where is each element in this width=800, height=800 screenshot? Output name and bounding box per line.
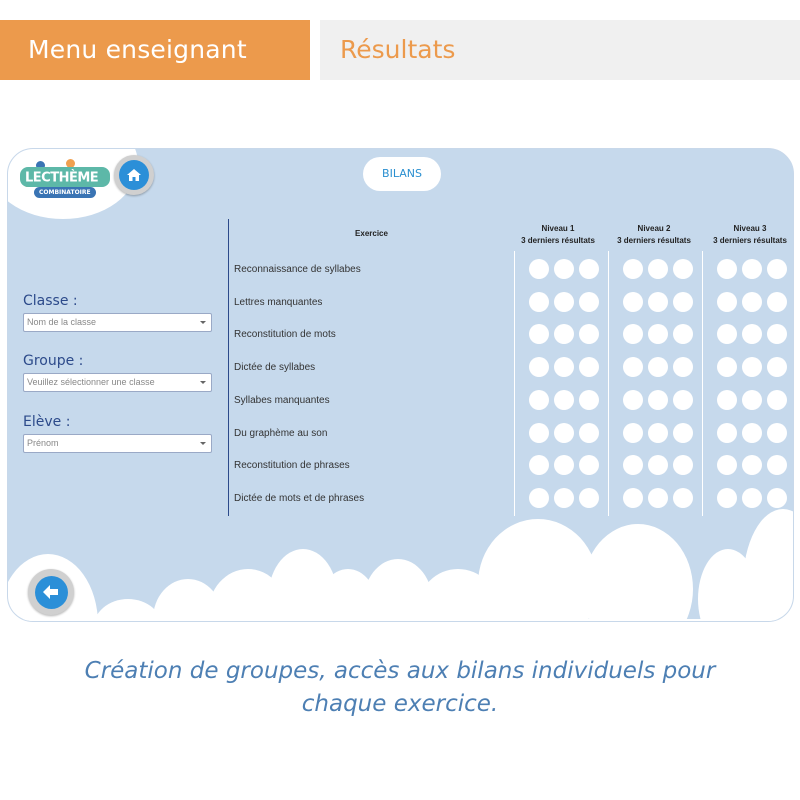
result-indicator-level-3 <box>767 324 787 344</box>
result-indicator-level-2 <box>623 488 643 508</box>
level-subtitle: 3 derniers résultats <box>713 236 787 245</box>
caption-line-1: Création de groupes, accès aux bilans individuels pour <box>84 658 716 684</box>
exercise-row-label: Du graphème au son <box>234 427 328 439</box>
classe-select-value: Nom de la classe <box>27 317 97 327</box>
level-divider <box>514 251 515 516</box>
groupe-select-value: Veuillez sélectionner une classe <box>27 377 155 387</box>
result-indicator-level-2 <box>623 259 643 279</box>
result-indicator-level-1 <box>554 488 574 508</box>
result-indicator-level-1 <box>579 324 599 344</box>
level-title: Niveau 3 <box>733 224 767 233</box>
result-indicator-level-1 <box>554 423 574 443</box>
caption <box>0 655 800 721</box>
bilans-button[interactable]: BILANS <box>363 157 441 191</box>
chevron-down-icon <box>200 442 206 445</box>
arrow-left-icon <box>42 584 60 600</box>
logo-subtitle: COMBINATOIRE <box>34 187 96 198</box>
result-indicator-level-1 <box>554 259 574 279</box>
result-indicator-level-3 <box>717 455 737 475</box>
result-indicator-level-1 <box>529 357 549 377</box>
result-indicator-level-2 <box>673 423 693 443</box>
exercise-row-label: Reconnaissance de syllabes <box>234 264 361 275</box>
result-indicator-level-3 <box>767 488 787 508</box>
app-window <box>7 148 794 622</box>
result-indicator-level-2 <box>673 390 693 410</box>
result-indicator-level-3 <box>717 259 737 279</box>
eleve-select[interactable] <box>23 434 212 453</box>
result-indicator-level-1 <box>579 423 599 443</box>
menu-enseignant-tab[interactable]: Menu enseignant <box>0 20 310 80</box>
result-indicator-level-2 <box>648 292 668 312</box>
result-indicator-level-1 <box>529 390 549 410</box>
exercise-row-label: Lettres manquantes <box>234 296 323 308</box>
cloud-decoration <box>743 509 794 622</box>
level-divider <box>608 251 609 516</box>
result-indicator-level-3 <box>767 455 787 475</box>
result-indicator-level-1 <box>579 357 599 377</box>
result-indicator-level-3 <box>717 390 737 410</box>
result-indicator-level-1 <box>579 259 599 279</box>
result-indicator-level-3 <box>767 357 787 377</box>
result-indicator-level-3 <box>717 423 737 443</box>
result-indicator-level-3 <box>742 390 762 410</box>
level-divider <box>702 251 703 516</box>
result-indicator-level-3 <box>742 423 762 443</box>
result-indicator-level-2 <box>673 324 693 344</box>
logo-title: LECTHÈME+ <box>20 167 110 187</box>
resultats-tab[interactable]: Résultats <box>320 20 800 80</box>
niveau-2-header <box>606 223 702 247</box>
result-indicator-level-3 <box>717 292 737 312</box>
result-indicator-level-2 <box>623 357 643 377</box>
result-indicator-level-3 <box>767 259 787 279</box>
exercise-row-label: Syllabes manquantes <box>234 394 330 406</box>
result-indicator-level-2 <box>673 259 693 279</box>
result-indicator-level-2 <box>648 423 668 443</box>
result-indicator-level-1 <box>529 423 549 443</box>
result-indicator-level-3 <box>767 292 787 312</box>
result-indicator-level-3 <box>742 292 762 312</box>
result-indicator-level-3 <box>717 324 737 344</box>
result-indicator-level-2 <box>623 292 643 312</box>
result-indicator-level-3 <box>742 455 762 475</box>
groupe-label: Groupe : <box>23 353 84 369</box>
result-indicator-level-3 <box>767 423 787 443</box>
lectheme-logo <box>18 159 108 201</box>
result-indicator-level-2 <box>673 488 693 508</box>
result-indicator-level-3 <box>717 488 737 508</box>
home-button[interactable] <box>114 155 154 195</box>
result-indicator-level-1 <box>554 455 574 475</box>
level-title: Niveau 2 <box>637 224 671 233</box>
result-indicator-level-1 <box>579 488 599 508</box>
eleve-select-value: Prénom <box>27 438 59 448</box>
result-indicator-level-3 <box>742 259 762 279</box>
result-indicator-level-1 <box>529 488 549 508</box>
result-indicator-level-1 <box>529 455 549 475</box>
result-indicator-level-3 <box>742 357 762 377</box>
result-indicator-level-1 <box>554 324 574 344</box>
result-indicator-level-1 <box>579 455 599 475</box>
result-indicator-level-2 <box>648 357 668 377</box>
exercise-row-label: Reconstitution de mots <box>234 329 336 341</box>
eleve-label: Elève : <box>23 414 71 430</box>
level-title: Niveau 1 <box>541 224 575 233</box>
result-indicator-level-2 <box>623 455 643 475</box>
exercice-column-header: Exercice <box>355 229 388 238</box>
result-indicator-level-1 <box>529 292 549 312</box>
result-indicator-level-2 <box>623 324 643 344</box>
result-indicator-level-1 <box>554 357 574 377</box>
chevron-down-icon <box>200 321 206 324</box>
home-icon <box>126 168 142 182</box>
result-indicator-level-2 <box>648 488 668 508</box>
result-indicator-level-2 <box>648 390 668 410</box>
result-indicator-level-3 <box>742 488 762 508</box>
result-indicator-level-2 <box>648 324 668 344</box>
table-left-divider <box>228 219 229 516</box>
caption-line-2: chaque exercice. <box>301 691 499 717</box>
classe-label: Classe : <box>23 293 78 309</box>
niveau-1-header <box>510 223 606 247</box>
result-indicator-level-1 <box>554 390 574 410</box>
groupe-select[interactable] <box>23 373 212 392</box>
result-indicator-level-2 <box>648 259 668 279</box>
chevron-down-icon <box>200 381 206 384</box>
classe-select[interactable] <box>23 313 212 332</box>
result-indicator-level-2 <box>623 423 643 443</box>
result-indicator-level-3 <box>742 324 762 344</box>
cloud-decoration <box>583 524 693 622</box>
result-indicator-level-3 <box>717 357 737 377</box>
result-indicator-level-2 <box>648 455 668 475</box>
result-indicator-level-1 <box>579 292 599 312</box>
result-indicator-level-1 <box>529 324 549 344</box>
level-subtitle: 3 derniers résultats <box>521 236 595 245</box>
level-subtitle: 3 derniers résultats <box>617 236 691 245</box>
result-indicator-level-1 <box>529 259 549 279</box>
result-indicator-level-1 <box>554 292 574 312</box>
exercise-row-label: Dictée de mots et de phrases <box>234 492 365 504</box>
cloud-base <box>8 619 794 622</box>
exercise-row-label: Reconstitution de phrases <box>234 460 350 472</box>
cloud-decoration <box>478 519 598 622</box>
back-button[interactable] <box>28 569 74 615</box>
result-indicator-level-2 <box>673 292 693 312</box>
niveau-3-header <box>702 223 794 247</box>
result-indicator-level-3 <box>767 390 787 410</box>
result-indicator-level-2 <box>673 455 693 475</box>
result-indicator-level-2 <box>673 357 693 377</box>
result-indicator-level-1 <box>579 390 599 410</box>
result-indicator-level-2 <box>623 390 643 410</box>
exercise-row-label: Dictée de syllabes <box>234 362 316 374</box>
